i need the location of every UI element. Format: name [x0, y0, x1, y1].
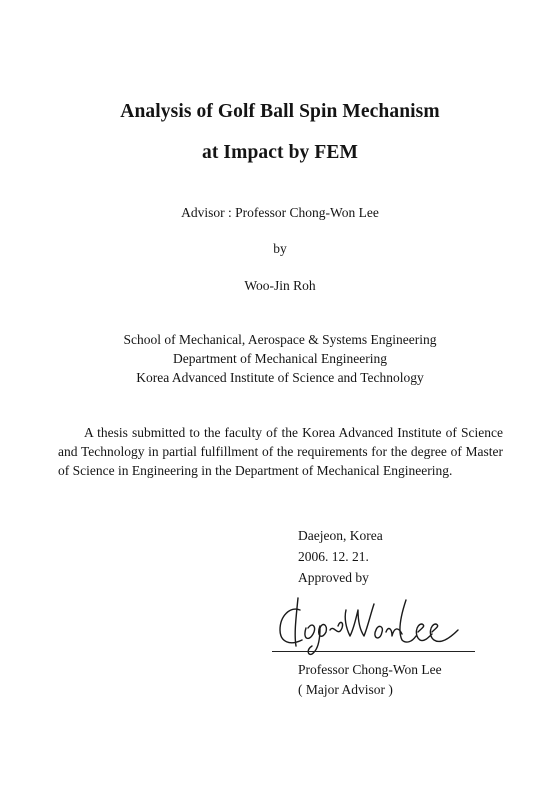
signer-name: Professor Chong-Won Lee: [298, 662, 442, 677]
title-line-2: at Impact by FEM: [202, 142, 358, 163]
thesis-statement: A thesis submitted to the faculty of the Korea Advanced Institute of Science and Technology in partial fulfillment of the requirements for the degree of Master of Science in Engineering in the Department of Mechanical Engineering.: [58, 425, 503, 478]
school-name: School of Mechanical, Aerospace & Systems Engineering: [123, 332, 437, 347]
signature-line: [272, 651, 475, 652]
author-name: Woo-Jin Roh: [244, 278, 316, 293]
by-line: by: [273, 241, 287, 256]
advisor-line: Advisor : Professor Chong-Won Lee: [181, 205, 379, 220]
signer-role: ( Major Advisor ): [298, 682, 393, 697]
approval-date: 2006. 12. 21.: [298, 549, 369, 564]
handwritten-signature: [272, 588, 472, 658]
approval-place: Daejeon, Korea: [298, 528, 383, 543]
institute-name: Korea Advanced Institute of Science and Technology: [136, 370, 424, 385]
title-line-1: Analysis of Golf Ball Spin Mechanism: [120, 101, 440, 122]
department-name: Department of Mechanical Engineering: [172, 351, 388, 366]
approved-by-label: Approved by: [298, 570, 369, 585]
